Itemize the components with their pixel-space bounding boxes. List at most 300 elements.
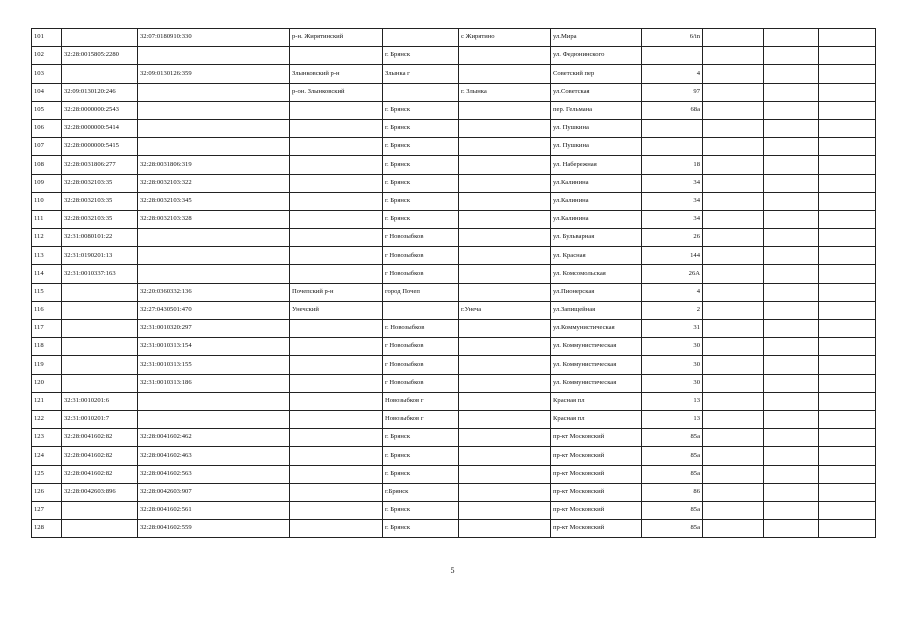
- extra-cell-2: [764, 65, 819, 83]
- extra-cell-1: [703, 410, 764, 428]
- row-number-cell: 104: [32, 83, 62, 101]
- extra-cell-3: [819, 520, 876, 538]
- table-row: [32, 192, 876, 210]
- street-cell: ул.Коммунистическая: [551, 320, 642, 338]
- house-number-cell: 68а: [642, 101, 703, 119]
- city-cell: г Новозыбков: [383, 265, 459, 283]
- house-number-cell: 85а: [642, 520, 703, 538]
- street-cell: пр-кт Московский: [551, 465, 642, 483]
- extra-cell-1: [703, 101, 764, 119]
- cadastral-number-2-cell: [138, 119, 290, 137]
- cadastral-number-2-cell: 32:28:0042603:907: [138, 483, 290, 501]
- district-cell: [290, 520, 383, 538]
- extra-cell-2: [764, 520, 819, 538]
- district-cell: р-он. Злынковский: [290, 83, 383, 101]
- district-cell: [290, 338, 383, 356]
- locality-cell: [459, 447, 551, 465]
- table-row: [32, 356, 876, 374]
- city-cell: г. Брянск: [383, 156, 459, 174]
- locality-cell: с Жирятино: [459, 29, 551, 47]
- district-cell: [290, 429, 383, 447]
- street-cell: Красная пл: [551, 410, 642, 428]
- cadastral-number-cell: 32:31:0080101:22: [62, 229, 138, 247]
- city-cell: [383, 301, 459, 319]
- district-cell: [290, 501, 383, 519]
- row-number-cell: 124: [32, 447, 62, 465]
- extra-cell-3: [819, 192, 876, 210]
- locality-cell: [459, 483, 551, 501]
- locality-cell: [459, 429, 551, 447]
- street-cell: ул.Пионерская: [551, 283, 642, 301]
- house-number-cell: 144: [642, 247, 703, 265]
- cadastral-number-2-cell: 32:31:0010313:154: [138, 338, 290, 356]
- house-number-cell: 13: [642, 392, 703, 410]
- row-number-cell: 117: [32, 320, 62, 338]
- row-number-cell: 116: [32, 301, 62, 319]
- cadastral-number-cell: [62, 338, 138, 356]
- cadastral-number-cell: [62, 520, 138, 538]
- locality-cell: [459, 374, 551, 392]
- extra-cell-3: [819, 338, 876, 356]
- cadastral-number-2-cell: 32:31:0010320:297: [138, 320, 290, 338]
- extra-cell-3: [819, 392, 876, 410]
- row-number-cell: 127: [32, 501, 62, 519]
- cadastral-number-2-cell: [138, 138, 290, 156]
- extra-cell-1: [703, 338, 764, 356]
- city-cell: г. Брянск: [383, 501, 459, 519]
- district-cell: [290, 210, 383, 228]
- extra-cell-3: [819, 374, 876, 392]
- house-number-cell: [642, 119, 703, 137]
- extra-cell-1: [703, 283, 764, 301]
- locality-cell: [459, 501, 551, 519]
- district-cell: [290, 392, 383, 410]
- cadastral-number-2-cell: 32:31:0010313:155: [138, 356, 290, 374]
- extra-cell-1: [703, 447, 764, 465]
- row-number-cell: 112: [32, 229, 62, 247]
- street-cell: пр-кт Московский: [551, 447, 642, 465]
- extra-cell-1: [703, 392, 764, 410]
- extra-cell-2: [764, 320, 819, 338]
- cadastral-number-cell: 32:31:0190201:13: [62, 247, 138, 265]
- extra-cell-3: [819, 320, 876, 338]
- row-number-cell: 102: [32, 47, 62, 65]
- locality-cell: [459, 265, 551, 283]
- locality-cell: [459, 101, 551, 119]
- district-cell: [290, 47, 383, 65]
- extra-cell-3: [819, 119, 876, 137]
- district-cell: [290, 174, 383, 192]
- house-number-cell: 85а: [642, 429, 703, 447]
- city-cell: Новозыбков г: [383, 392, 459, 410]
- city-cell: Новозыбков г: [383, 410, 459, 428]
- extra-cell-2: [764, 83, 819, 101]
- extra-cell-2: [764, 447, 819, 465]
- extra-cell-3: [819, 229, 876, 247]
- table-row: [32, 47, 876, 65]
- cadastral-number-2-cell: [138, 101, 290, 119]
- street-cell: пер. Гельмана: [551, 101, 642, 119]
- cadastral-number-2-cell: 32:27:0430501:470: [138, 301, 290, 319]
- extra-cell-1: [703, 483, 764, 501]
- locality-cell: [459, 356, 551, 374]
- house-number-cell: 2: [642, 301, 703, 319]
- cadastral-number-2-cell: 32:28:0041602:561: [138, 501, 290, 519]
- table-row: [32, 320, 876, 338]
- city-cell: г. Брянск: [383, 138, 459, 156]
- row-number-cell: 114: [32, 265, 62, 283]
- extra-cell-3: [819, 465, 876, 483]
- cadastral-number-2-cell: 32:28:0041602:462: [138, 429, 290, 447]
- district-cell: Почепский р-н: [290, 283, 383, 301]
- table-row: [32, 229, 876, 247]
- locality-cell: [459, 119, 551, 137]
- cadastral-number-2-cell: [138, 265, 290, 283]
- row-number-cell: 126: [32, 483, 62, 501]
- extra-cell-3: [819, 265, 876, 283]
- extra-cell-3: [819, 247, 876, 265]
- house-number-cell: 31: [642, 320, 703, 338]
- cadastral-number-cell: [62, 320, 138, 338]
- locality-cell: [459, 210, 551, 228]
- table-row: [32, 520, 876, 538]
- district-cell: [290, 229, 383, 247]
- district-cell: [290, 320, 383, 338]
- cadastral-number-cell: 32:28:0000000:2543: [62, 101, 138, 119]
- street-cell: Советский пер: [551, 65, 642, 83]
- district-cell: [290, 156, 383, 174]
- locality-cell: [459, 156, 551, 174]
- street-cell: ул. Пушкина: [551, 138, 642, 156]
- extra-cell-3: [819, 210, 876, 228]
- city-cell: г Новозыбков: [383, 338, 459, 356]
- street-cell: ул. Коммунистическая: [551, 374, 642, 392]
- table-row: [32, 338, 876, 356]
- extra-cell-1: [703, 465, 764, 483]
- extra-cell-2: [764, 410, 819, 428]
- city-cell: г Новозыбков: [383, 229, 459, 247]
- row-number-cell: 123: [32, 429, 62, 447]
- cadastral-number-2-cell: 32:28:0031806:319: [138, 156, 290, 174]
- extra-cell-3: [819, 47, 876, 65]
- locality-cell: [459, 410, 551, 428]
- house-number-cell: 30: [642, 338, 703, 356]
- street-cell: ул.Запищейная: [551, 301, 642, 319]
- cadastral-number-cell: 32:31:0010201:7: [62, 410, 138, 428]
- city-cell: г. Брянск: [383, 119, 459, 137]
- cadastral-number-2-cell: 32:28:0032103:328: [138, 210, 290, 228]
- table-row: [32, 174, 876, 192]
- extra-cell-3: [819, 29, 876, 47]
- row-number-cell: 107: [32, 138, 62, 156]
- city-cell: [383, 29, 459, 47]
- street-cell: ул. Набережная: [551, 156, 642, 174]
- table-row: [32, 83, 876, 101]
- extra-cell-2: [764, 265, 819, 283]
- table-row: [32, 429, 876, 447]
- table-row: [32, 210, 876, 228]
- city-cell: г. Брянск: [383, 101, 459, 119]
- extra-cell-2: [764, 101, 819, 119]
- cadastral-number-2-cell: [138, 247, 290, 265]
- extra-cell-1: [703, 83, 764, 101]
- table-row: [32, 465, 876, 483]
- table-row: [32, 483, 876, 501]
- street-cell: ул. Коммунистическая: [551, 338, 642, 356]
- house-number-cell: 6/in: [642, 29, 703, 47]
- extra-cell-2: [764, 283, 819, 301]
- extra-cell-2: [764, 429, 819, 447]
- street-cell: ул. Пушкина: [551, 119, 642, 137]
- street-cell: ул.Калинина: [551, 210, 642, 228]
- cadastral-number-cell: 32:28:0042603:896: [62, 483, 138, 501]
- street-cell: Красная пл: [551, 392, 642, 410]
- cadastral-number-2-cell: [138, 392, 290, 410]
- row-number-cell: 109: [32, 174, 62, 192]
- cadastral-number-cell: 32:28:0000000:5415: [62, 138, 138, 156]
- extra-cell-3: [819, 83, 876, 101]
- district-cell: [290, 447, 383, 465]
- house-number-cell: 26: [642, 229, 703, 247]
- street-cell: ул.Калинина: [551, 174, 642, 192]
- table-row: [32, 301, 876, 319]
- district-cell: [290, 356, 383, 374]
- house-number-cell: 34: [642, 192, 703, 210]
- street-cell: ул. Бульварная: [551, 229, 642, 247]
- row-number-cell: 118: [32, 338, 62, 356]
- extra-cell-3: [819, 483, 876, 501]
- extra-cell-2: [764, 47, 819, 65]
- extra-cell-1: [703, 156, 764, 174]
- table-row: [32, 138, 876, 156]
- table-row: [32, 65, 876, 83]
- city-cell: Злынка г: [383, 65, 459, 83]
- cadastral-number-cell: [62, 29, 138, 47]
- cadastral-number-2-cell: [138, 47, 290, 65]
- table-row: [32, 101, 876, 119]
- cadastral-number-2-cell: 32:31:0010313:186: [138, 374, 290, 392]
- locality-cell: [459, 138, 551, 156]
- extra-cell-2: [764, 138, 819, 156]
- cadastral-number-2-cell: 32:28:0032103:322: [138, 174, 290, 192]
- street-cell: пр-кт Московский: [551, 520, 642, 538]
- house-number-cell: [642, 138, 703, 156]
- table-row: [32, 501, 876, 519]
- city-cell: г.Брянск: [383, 483, 459, 501]
- cadastral-number-cell: 32:31:0010201:6: [62, 392, 138, 410]
- extra-cell-1: [703, 229, 764, 247]
- row-number-cell: 125: [32, 465, 62, 483]
- street-cell: ул.Мира: [551, 29, 642, 47]
- row-number-cell: 128: [32, 520, 62, 538]
- district-cell: [290, 101, 383, 119]
- cadastral-number-2-cell: 32:20:0360332:136: [138, 283, 290, 301]
- city-cell: г. Брянск: [383, 429, 459, 447]
- district-cell: [290, 119, 383, 137]
- street-cell: ул. Красная: [551, 247, 642, 265]
- table-body: [32, 29, 876, 538]
- table-row: [32, 265, 876, 283]
- locality-cell: [459, 65, 551, 83]
- locality-cell: г. Злынка: [459, 83, 551, 101]
- house-number-cell: [642, 47, 703, 65]
- extra-cell-2: [764, 301, 819, 319]
- extra-cell-1: [703, 501, 764, 519]
- locality-cell: [459, 465, 551, 483]
- district-cell: [290, 138, 383, 156]
- district-cell: р-н. Жирятинский: [290, 29, 383, 47]
- extra-cell-3: [819, 138, 876, 156]
- extra-cell-2: [764, 465, 819, 483]
- locality-cell: [459, 174, 551, 192]
- extra-cell-1: [703, 374, 764, 392]
- locality-cell: [459, 47, 551, 65]
- extra-cell-3: [819, 101, 876, 119]
- extra-cell-1: [703, 210, 764, 228]
- street-cell: ул. Комсомольская: [551, 265, 642, 283]
- table-row: [32, 156, 876, 174]
- cadastral-number-cell: [62, 501, 138, 519]
- extra-cell-2: [764, 29, 819, 47]
- cadastral-number-cell: 32:28:0015805:2280: [62, 47, 138, 65]
- locality-cell: [459, 247, 551, 265]
- row-number-cell: 106: [32, 119, 62, 137]
- row-number-cell: 120: [32, 374, 62, 392]
- street-cell: ул.Советская: [551, 83, 642, 101]
- district-cell: [290, 374, 383, 392]
- row-number-cell: 108: [32, 156, 62, 174]
- extra-cell-1: [703, 356, 764, 374]
- cadastral-number-2-cell: 32:28:0041602:463: [138, 447, 290, 465]
- city-cell: г Новозыбков: [383, 356, 459, 374]
- table-row: [32, 247, 876, 265]
- extra-cell-3: [819, 429, 876, 447]
- city-cell: г. Брянск: [383, 447, 459, 465]
- district-cell: [290, 192, 383, 210]
- cadastral-number-cell: 32:28:0041602:82: [62, 429, 138, 447]
- table-row: [32, 447, 876, 465]
- row-number-cell: 110: [32, 192, 62, 210]
- table-row: [32, 410, 876, 428]
- house-number-cell: 13: [642, 410, 703, 428]
- district-cell: Унечский: [290, 301, 383, 319]
- cadastral-number-cell: 32:28:0041602:82: [62, 465, 138, 483]
- district-cell: Злынковский р-н: [290, 65, 383, 83]
- cadastral-number-cell: 32:28:0032103:35: [62, 174, 138, 192]
- cadastral-number-cell: 32:28:0032103:35: [62, 210, 138, 228]
- cadastral-number-2-cell: 32:28:0041602:563: [138, 465, 290, 483]
- page-number: 5: [450, 566, 455, 575]
- table-row: [32, 29, 876, 47]
- extra-cell-1: [703, 247, 764, 265]
- cadastral-number-2-cell: 32:28:0032103:345: [138, 192, 290, 210]
- extra-cell-1: [703, 265, 764, 283]
- city-cell: г Новозыбков: [383, 374, 459, 392]
- extra-cell-3: [819, 356, 876, 374]
- city-cell: г. Брянск: [383, 210, 459, 228]
- extra-cell-1: [703, 65, 764, 83]
- extra-cell-3: [819, 410, 876, 428]
- row-number-cell: 113: [32, 247, 62, 265]
- cadastral-number-cell: [62, 301, 138, 319]
- extra-cell-3: [819, 283, 876, 301]
- row-number-cell: 101: [32, 29, 62, 47]
- extra-cell-1: [703, 192, 764, 210]
- district-cell: [290, 483, 383, 501]
- locality-cell: [459, 192, 551, 210]
- extra-cell-2: [764, 119, 819, 137]
- row-number-cell: 122: [32, 410, 62, 428]
- city-cell: г. Брянск: [383, 192, 459, 210]
- house-number-cell: 34: [642, 174, 703, 192]
- house-number-cell: 4: [642, 283, 703, 301]
- extra-cell-2: [764, 374, 819, 392]
- row-number-cell: 111: [32, 210, 62, 228]
- house-number-cell: 34: [642, 210, 703, 228]
- extra-cell-2: [764, 392, 819, 410]
- cadastral-number-cell: 32:28:0032103:35: [62, 192, 138, 210]
- house-number-cell: 85а: [642, 465, 703, 483]
- extra-cell-1: [703, 520, 764, 538]
- district-cell: [290, 410, 383, 428]
- row-number-cell: 119: [32, 356, 62, 374]
- district-cell: [290, 465, 383, 483]
- house-number-cell: 26А: [642, 265, 703, 283]
- cadastral-number-cell: [62, 65, 138, 83]
- extra-cell-3: [819, 156, 876, 174]
- cadastral-number-cell: 32:28:0031806:277: [62, 156, 138, 174]
- house-number-cell: 18: [642, 156, 703, 174]
- street-cell: ул. Федюнинского: [551, 47, 642, 65]
- cadastral-number-2-cell: [138, 83, 290, 101]
- extra-cell-2: [764, 174, 819, 192]
- cadastral-number-cell: 32:28:0000000:5414: [62, 119, 138, 137]
- cadastral-number-cell: 32:09:0130120:246: [62, 83, 138, 101]
- street-cell: пр-кт Московский: [551, 483, 642, 501]
- house-number-cell: 30: [642, 374, 703, 392]
- city-cell: г. Новозыбков: [383, 320, 459, 338]
- extra-cell-2: [764, 247, 819, 265]
- street-cell: ул. Коммунистическая: [551, 356, 642, 374]
- locality-cell: [459, 392, 551, 410]
- city-cell: г. Брянск: [383, 174, 459, 192]
- cadastral-number-cell: [62, 356, 138, 374]
- cadastral-number-cell: [62, 283, 138, 301]
- cadastral-number-cell: 32:31:0010337:163: [62, 265, 138, 283]
- house-number-cell: 85а: [642, 447, 703, 465]
- extra-cell-2: [764, 501, 819, 519]
- extra-cell-3: [819, 447, 876, 465]
- city-cell: г Новозыбков: [383, 247, 459, 265]
- extra-cell-1: [703, 47, 764, 65]
- street-cell: пр-кт Московский: [551, 501, 642, 519]
- city-cell: [383, 83, 459, 101]
- house-number-cell: 86: [642, 483, 703, 501]
- city-cell: г. Брянск: [383, 465, 459, 483]
- extra-cell-1: [703, 320, 764, 338]
- table-row: [32, 119, 876, 137]
- locality-cell: [459, 320, 551, 338]
- extra-cell-3: [819, 65, 876, 83]
- row-number-cell: 121: [32, 392, 62, 410]
- cadastral-number-2-cell: 32:09:0130126:359: [138, 65, 290, 83]
- extra-cell-2: [764, 210, 819, 228]
- city-cell: г. Брянск: [383, 520, 459, 538]
- extra-cell-2: [764, 192, 819, 210]
- row-number-cell: 115: [32, 283, 62, 301]
- street-cell: пр-кт Московский: [551, 429, 642, 447]
- locality-cell: [459, 520, 551, 538]
